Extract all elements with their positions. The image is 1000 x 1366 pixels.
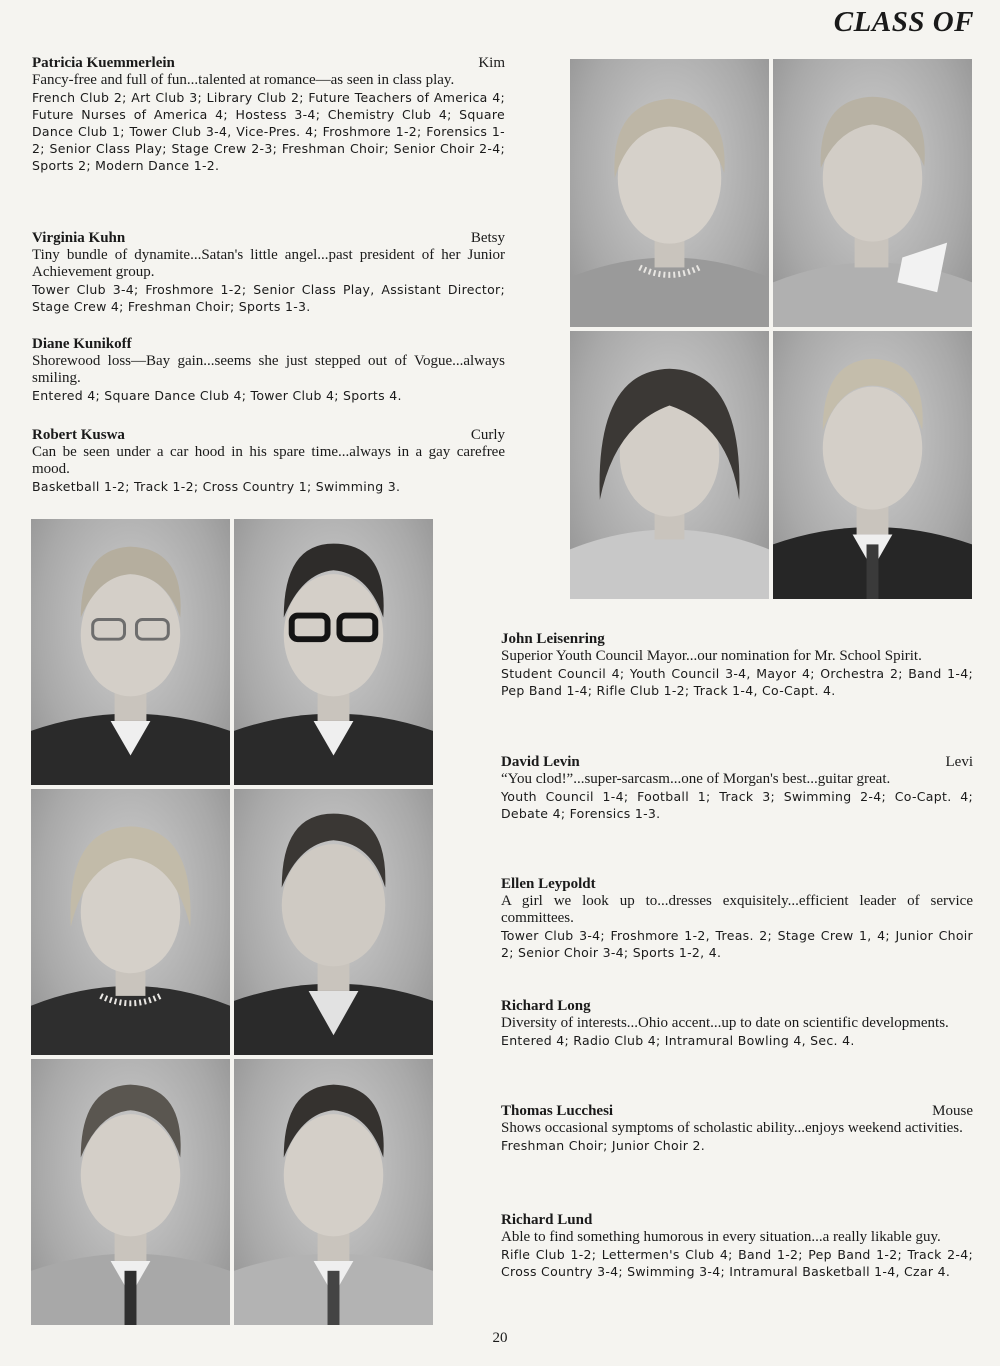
student-name: David Levin [501, 754, 580, 770]
student-name: Patricia Kuemmerlein [32, 55, 175, 71]
portrait-photo [773, 59, 972, 327]
student-activities: Entered 4; Radio Club 4; Intramural Bowling 4, Sec. 4. [501, 1033, 855, 1048]
student-activities: Tower Club 3-4; Froshmore 1-2, Treas. 2; Stage Crew 1, 4; Junior Choir 2; Senior Choir 3-4; Sports 1-2, 4. [501, 928, 973, 960]
entry-david-levin [501, 754, 973, 822]
student-name: Richard Long [501, 998, 591, 1014]
student-quote: A girl we look up to...dresses exquisitely...efficient leader of service committees. [501, 893, 973, 926]
portrait-photo [31, 1059, 230, 1325]
entry-richard-long [501, 998, 973, 1049]
student-activities: French Club 2; Art Club 3; Library Club 2; Future Teachers of America 4; Future Nurses of America 4; Hostess 3-4; Chemistry Club 4; Square Dance Club 1; Tower Club 3-4, Vice-Pres. 4; Froshmore 1-2; Forensics 1-2; Senior Class Play; Stage Crew 2-3; Freshman Choir; Senior Choir 2-4; Sports 2; Modern Dance 1-2. [32, 90, 505, 173]
entry-ellen-leypoldt [501, 876, 973, 961]
student-quote: Diversity of interests...Ohio accent...up to date on scientific developments. [501, 1015, 949, 1031]
portrait-photo [570, 331, 769, 599]
student-name: Virginia Kuhn [32, 230, 126, 246]
student-quote: “You clod!”...super-sarcasm...one of Morgan's best...guitar great. [501, 771, 891, 787]
portrait-photo [31, 519, 230, 785]
student-quote: Superior Youth Council Mayor...our nomination for Mr. School Spirit. [501, 648, 922, 664]
student-activities: Rifle Club 1-2; Lettermen's Club 4; Band 1-2; Pep Band 1-2; Track 2-4; Cross Country 3-4; Swimming 3-4; Intramural Basketball 1-4, Czar 4. [501, 1247, 973, 1279]
student-activities: Basketball 1-2; Track 1-2; Cross Country 1; Swimming 3. [32, 479, 401, 494]
portrait-photo [234, 519, 433, 785]
entry-robert-kuswa [32, 427, 505, 495]
student-name: Diane Kunikoff [32, 336, 132, 352]
student-nickname: Curly [470, 427, 505, 443]
entry-diane-kunikoff [32, 336, 505, 404]
page-header-title: CLASS OF [833, 6, 974, 38]
student-activities: Tower Club 3-4; Froshmore 1-2; Senior Class Play, Assistant Director; Stage Crew 4; Freshman Choir; Sports 1-3. [32, 282, 505, 314]
portrait-photo [31, 789, 230, 1055]
portrait-grid-top [570, 59, 972, 599]
student-name: Ellen Leypoldt [501, 876, 596, 892]
portrait-photo [234, 789, 433, 1055]
entry-richard-lund [501, 1212, 973, 1280]
student-name: Thomas Lucchesi [501, 1103, 614, 1119]
student-activities: Entered 4; Square Dance Club 4; Tower Club 4; Sports 4. [32, 388, 402, 403]
student-name: John Leisenring [501, 631, 605, 647]
student-name: Richard Lund [501, 1212, 593, 1228]
student-quote: Shows occasional symptoms of scholastic ability...enjoys weekend activities. [501, 1120, 963, 1136]
entry-virginia-kuhn [32, 230, 505, 315]
portrait-photo [773, 331, 972, 599]
student-quote: Can be seen under a car hood in his spare time...always in a gay carefree mood. [32, 444, 505, 477]
student-activities: Youth Council 1-4; Football 1; Track 3; Swimming 2-4; Co-Capt. 4; Debate 4; Forensics 1-3. [501, 789, 973, 821]
student-quote: Able to find something humorous in every situation...a really likable guy. [501, 1229, 941, 1245]
student-quote: Tiny bundle of dynamite...Satan's little angel...past president of her Junior Achievement group. [32, 247, 505, 280]
page-number: 20 [492, 1330, 508, 1346]
portrait-grid-bottom [31, 519, 433, 1325]
entry-patricia-kuemmerlein [32, 55, 505, 174]
student-quote: Shorewood loss—Bay gain...seems she just stepped out of Vogue...always smiling. [32, 353, 505, 386]
student-name: Robert Kuswa [32, 427, 125, 443]
student-nickname: Betsy [470, 230, 505, 246]
entry-john-leisenring [501, 631, 973, 699]
student-nickname: Mouse [932, 1103, 973, 1119]
student-nickname: Levi [945, 754, 973, 770]
entry-thomas-lucchesi [501, 1103, 973, 1154]
portrait-photo [570, 59, 769, 327]
student-quote: Fancy-free and full of fun...talented at romance—as seen in class play. [32, 72, 455, 88]
student-activities: Student Council 4; Youth Council 3-4, Mayor 4; Orchestra 2; Band 1-4; Pep Band 1-4; Rifle Club 1-2; Track 1-4, Co-Capt. 4. [501, 666, 973, 698]
student-nickname: Kim [478, 55, 505, 71]
portrait-photo [234, 1059, 433, 1325]
student-activities: Freshman Choir; Junior Choir 2. [501, 1138, 705, 1153]
